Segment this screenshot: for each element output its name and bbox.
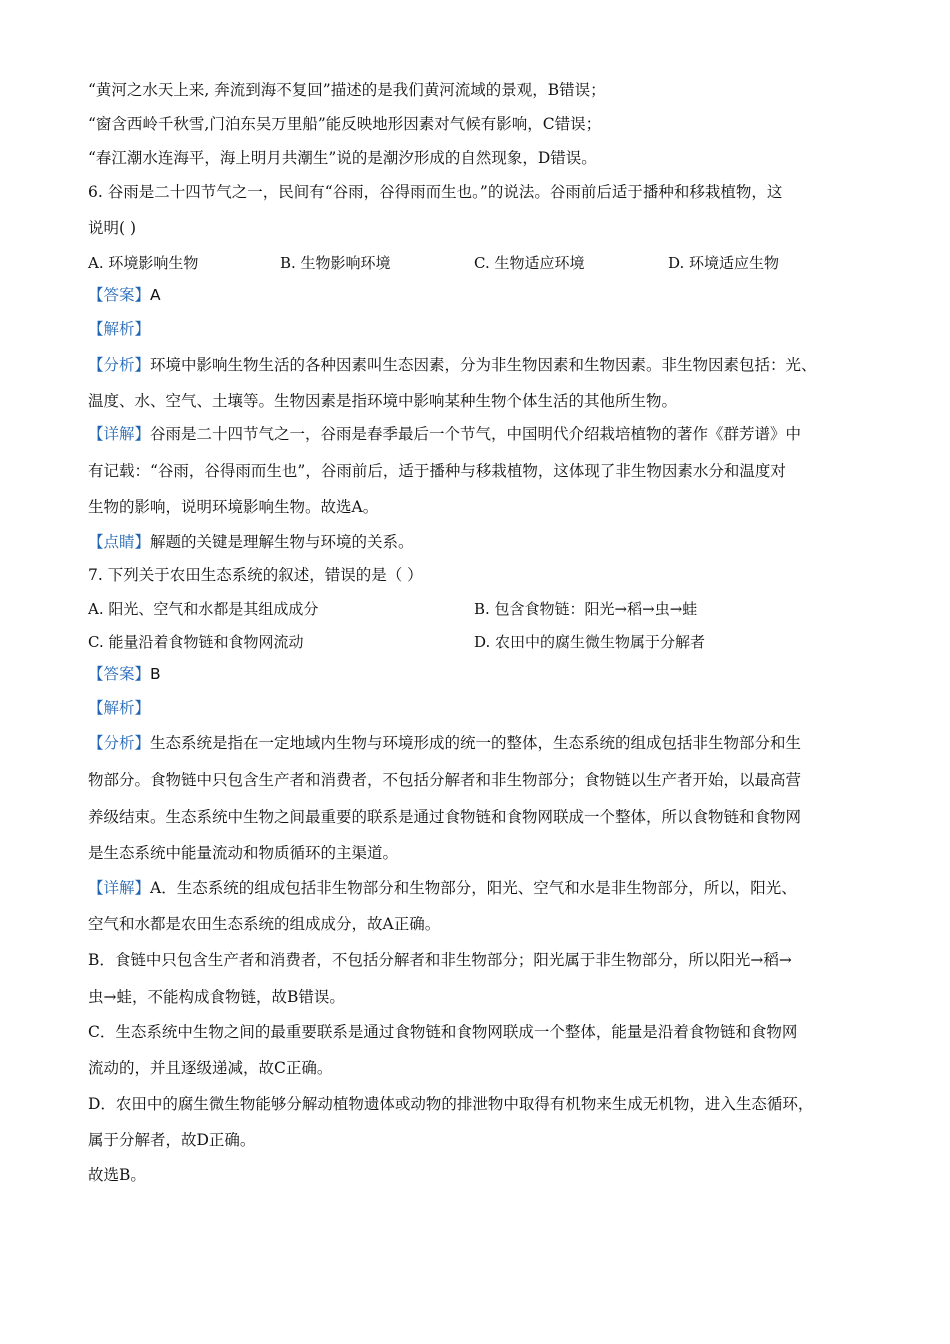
q7-detail-line-3: B．食链中只包含生产者和消费者，不包括分解者和非生物部分；阳光属于非生物部分，所以阳光→稻→ [88, 951, 792, 969]
q6-option-a: A. 环境影响生物 [88, 254, 199, 272]
analysis-tag: 【分析】 [88, 356, 151, 374]
q6-analysis-header: 【解析】 [88, 320, 151, 338]
q7-detail-line-5: C．生态系统中生物之间的最重要联系是通过食物链和食物网联成一个整体，能量是沿着食物链和食物网 [88, 1023, 798, 1041]
q6-point-line [88, 532, 864, 552]
q7-option-c: C. 能量沿着食物链和食物网流动 [88, 633, 304, 651]
q7-analysis-text-1: 生态系统是指在一定地域内生物与环境形成的统一的整体，生态系统的组成包括非生物部分和生 [150, 734, 802, 752]
q7-detail-line-2: 空气和水都是农田生态系统的组成成分，故A正确。 [88, 915, 441, 933]
q7-conclusion: 故选B。 [88, 1166, 146, 1184]
q6-detail-line-3: 生物的影响，说明环境影响生物。故选A。 [88, 498, 379, 516]
q6-analysis-text-1: 环境中影响生物生活的各种因素叫生态因素，分为非生物因素和生物因素。非生物因素包括：光、 [150, 356, 817, 374]
q7-analysis-line-2: 物部分。食物链中只包含生产者和消费者，不包括分解者和非生物部分；食物链以生产者开始，以最高营 [88, 771, 802, 789]
q7-detail-line-6: 流动的，并且逐级递减，故C正确。 [88, 1059, 333, 1077]
analysis-tag: 【分析】 [88, 734, 151, 752]
answer-tag: 【答案】 [88, 286, 151, 304]
intro-line-2: “窗含西岭千秋雪,门泊东吴万里船”能反映地形因素对气候有影响，C错误； [88, 115, 602, 133]
q6-option-c: C. 生物适应环境 [474, 254, 585, 272]
q7-detail-line-8: 属于分解者，故D正确。 [88, 1131, 256, 1149]
q7-detail-line-7: D．农田中的腐生微生物能够分解动植物遗体或动物的排泄物中取得有机物来生成无机物，进入生态循环， [88, 1095, 814, 1113]
q7-option-b: B. 包含食物链：阳光→稻→虫→蛙 [474, 600, 698, 618]
q6-detail-line-2: 有记载：“谷雨，谷得雨而生也”，谷雨前后，适于播种与移栽植物，这体现了非生物因素水分和温度对 [88, 462, 786, 480]
q7-analysis-header: 【解析】 [88, 699, 151, 717]
q6-stem-line-1: 6. 谷雨是二十四节气之一，民间有“谷雨，谷得雨而生也。”的说法。谷雨前后适于播种和移栽植物，这 [88, 183, 783, 201]
q6-answer-value: A [150, 286, 161, 304]
q6-analysis-line-2: 温度、水、空气、土壤等。生物因素是指环境中影响某种生物个体生活的其他所生物。 [88, 392, 678, 410]
q6-option-d: D. 环境适应生物 [668, 254, 780, 272]
q7-option-a: A. 阳光、空气和水都是其组成成分 [88, 600, 319, 618]
q6-option-b: B. 生物影响环境 [280, 254, 391, 272]
detail-tag: 【详解】 [88, 425, 151, 443]
q6-point-text: 解题的关键是理解生物与环境的关系。 [150, 533, 414, 551]
q7-detail-line-4: 虫→蛙，不能构成食物链，故B错误。 [88, 988, 345, 1006]
q7-answer-line [88, 664, 161, 684]
detail-tag: 【详解】 [88, 879, 151, 897]
q7-analysis-line-1 [88, 733, 864, 753]
q6-answer-line [88, 285, 161, 305]
intro-line-1: “黄河之水天上来, 奔流到海不复回”描述的是我们黄河流域的景观，B错误； [88, 81, 606, 99]
q6-detail-line-1 [88, 424, 864, 444]
answer-tag: 【答案】 [88, 665, 151, 683]
q7-analysis-line-3: 养级结束。生态系统中生物之间最重要的联系是通过食物链和食物网联成一个整体，所以食物链和食物网 [88, 808, 802, 826]
q7-option-d: D. 农田中的腐生微生物属于分解者 [474, 633, 706, 651]
q6-detail-text-1: 谷雨是二十四节气之一，谷雨是春季最后一个节气，中国明代介绍栽培植物的著作《群芳谱》中 [150, 425, 802, 443]
q7-stem: 7. 下列关于农田生态系统的叙述，错误的是（ ） [88, 566, 423, 584]
point-tag: 【点睛】 [88, 533, 151, 551]
intro-line-3: “春江潮水连海平，海上明月共潮生”说的是潮汐形成的自然现象，D错误。 [88, 149, 597, 167]
q6-analysis-line-1 [88, 355, 864, 375]
q7-analysis-line-4: 是生态系统中能量流动和物质循环的主渠道。 [88, 844, 399, 862]
q7-detail-line-1 [88, 878, 864, 898]
q6-stem-line-2: 说明( ) [88, 219, 137, 237]
q7-detail-text-1: A．生态系统的组成包括非生物部分和生物部分，阳光、空气和水是非生物部分，所以，阳光、 [150, 879, 797, 897]
q7-answer-value: B [150, 665, 161, 683]
